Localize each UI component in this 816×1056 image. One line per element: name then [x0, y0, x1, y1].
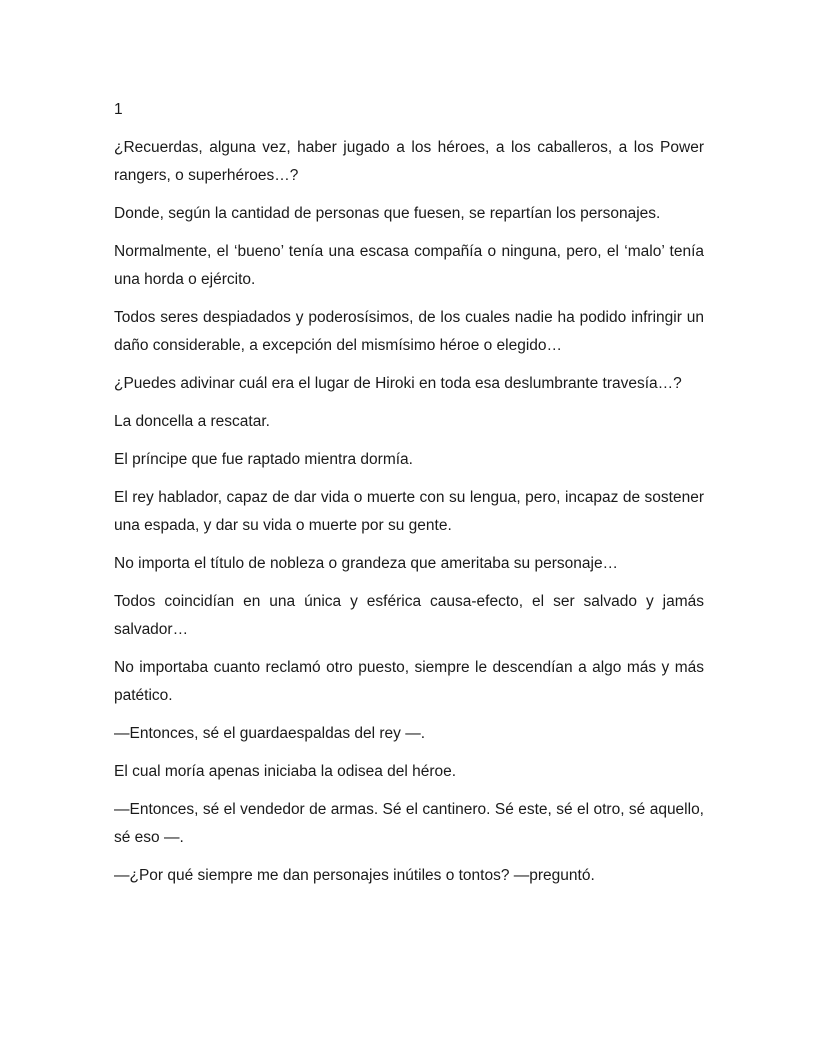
paragraph: Donde, según la cantidad de personas que fuesen, se repartían los personajes. [114, 205, 661, 222]
paragraph: La doncella a rescatar. [114, 413, 270, 430]
page-number: 1 [114, 101, 123, 118]
paragraph: El rey hablador, capaz de dar vida o muerte con su lengua, pero, incapaz de sostener una espada, y dar su vida o muerte por su gente. [114, 489, 704, 534]
paragraph: Normalmente, el ‘bueno’ tenía una escasa compañía o ninguna, pero, el ‘malo’ tenía una horda o ejército. [114, 243, 704, 288]
paragraph: —Entonces, sé el vendedor de armas. Sé el cantinero. Sé este, sé el otro, sé aquello, sé eso —. [114, 801, 704, 846]
paragraph: Todos seres despiadados y poderosísimos, de los cuales nadie ha podido infringir un daño considerable, a excepción del mismísimo héroe o elegido… [114, 309, 704, 354]
paragraph: No importa el título de nobleza o grandeza que ameritaba su personaje… [114, 555, 619, 572]
paragraph: ¿Puedes adivinar cuál era el lugar de Hiroki en toda esa deslumbrante travesía…? [114, 375, 682, 392]
paragraph: —Entonces, sé el guardaespaldas del rey —. [114, 725, 426, 742]
paragraph: El cual moría apenas iniciaba la odisea del héroe. [114, 763, 457, 780]
paragraph: ¿Recuerdas, alguna vez, haber jugado a los héroes, a los caballeros, a los Power rangers, o superhéroes…? [114, 139, 704, 184]
paragraph: Todos coincidían en una única y esférica causa-efecto, el ser salvado y jamás salvador… [114, 593, 704, 638]
paragraph: No importaba cuanto reclamó otro puesto, siempre le descendían a algo más y más patético. [114, 659, 704, 704]
paragraph: El príncipe que fue raptado mientra dormía. [114, 451, 413, 468]
paragraph: —¿Por qué siempre me dan personajes inútiles o tontos? —preguntó. [114, 867, 595, 884]
